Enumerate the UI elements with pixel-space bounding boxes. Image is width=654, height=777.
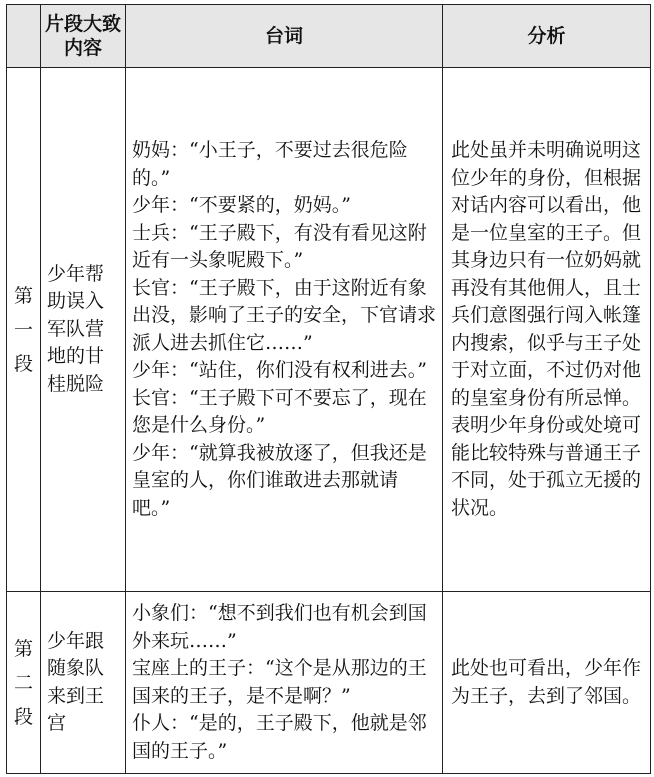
summary-cell — [41, 592, 126, 774]
header-summary — [41, 5, 126, 68]
header-lines: 台词 — [126, 5, 443, 68]
header-segment-cell — [7, 5, 41, 68]
analysis-cell — [443, 592, 651, 774]
dialogue-line: 长官：“王子殿下可不要忘了，现在您是什么身份。” — [132, 386, 427, 437]
dialogue-line: 少年：“就算我被放逐了，但我还是皇室的人，你们谁敢进去那就请吧。” — [132, 441, 427, 519]
dialogue-line: 宝座上的王子：“这个是从那边的王国来的王子，是不是啊？” — [132, 657, 427, 707]
table-row — [7, 68, 651, 592]
dialogue-line: 奶妈：“小王子，不要过去很危险的。” — [132, 139, 408, 189]
lines-cell — [126, 592, 443, 774]
segment-cell — [7, 68, 41, 592]
segment-cell — [7, 592, 41, 774]
dialogue-line: 小象们：“想不到我们也有机会到国外来玩……” — [132, 602, 427, 652]
summary-text: 少年帮助误入军队营地的甘桂脱险 — [47, 262, 105, 395]
header-summary-label: 片段大致内容 — [45, 13, 122, 59]
analysis-cell — [443, 68, 651, 592]
dialogue-line: 长官：“王子殿下，由于这附近有象出没，影响了王子的安全，下官请求派人进去抓住它……” — [132, 276, 437, 354]
table-row — [7, 592, 651, 774]
dialogue-line: 少年：“站住，你们没有权利进去。” — [132, 359, 427, 382]
summary-cell — [41, 68, 126, 592]
summary-text: 少年跟随象队来到王宫 — [47, 629, 105, 735]
dialogue-line: 士兵：“王子殿下，有没有看见这附近有一头象呢殿下。” — [132, 221, 427, 272]
dialogue-lines — [126, 137, 442, 522]
analysis-text: 此处也可看出，少年作为王子，去到了邻国。 — [451, 657, 642, 707]
header-row — [7, 5, 651, 68]
dialogue-line: 仆人：“是的，王子殿下，他就是邻国的王子。” — [132, 712, 427, 762]
segment-analysis-table — [6, 4, 651, 774]
header-analysis: 分析 — [443, 5, 651, 68]
lines-cell — [126, 68, 443, 592]
analysis-text: 此处虽并未明确说明这位少年的身份，但根据对话内容可以看出，他是一位皇室的王子。但其身边只有一位奶妈就再没有其他佣人，且士兵们意图强行闯入帐篷内搜索，似乎与王子处于对立面，不过仍对他的皇室身份有所忌惮。表明少年身份或处境可能比较特殊与普通王子不同，处于孤立无援的状况。 — [451, 139, 642, 519]
segment-label: 第一段 — [13, 284, 33, 375]
dialogue-lines — [126, 600, 442, 765]
segment-label: 第二段 — [13, 637, 33, 728]
dialogue-line: 少年：“不要紧的，奶妈。” — [132, 194, 351, 217]
